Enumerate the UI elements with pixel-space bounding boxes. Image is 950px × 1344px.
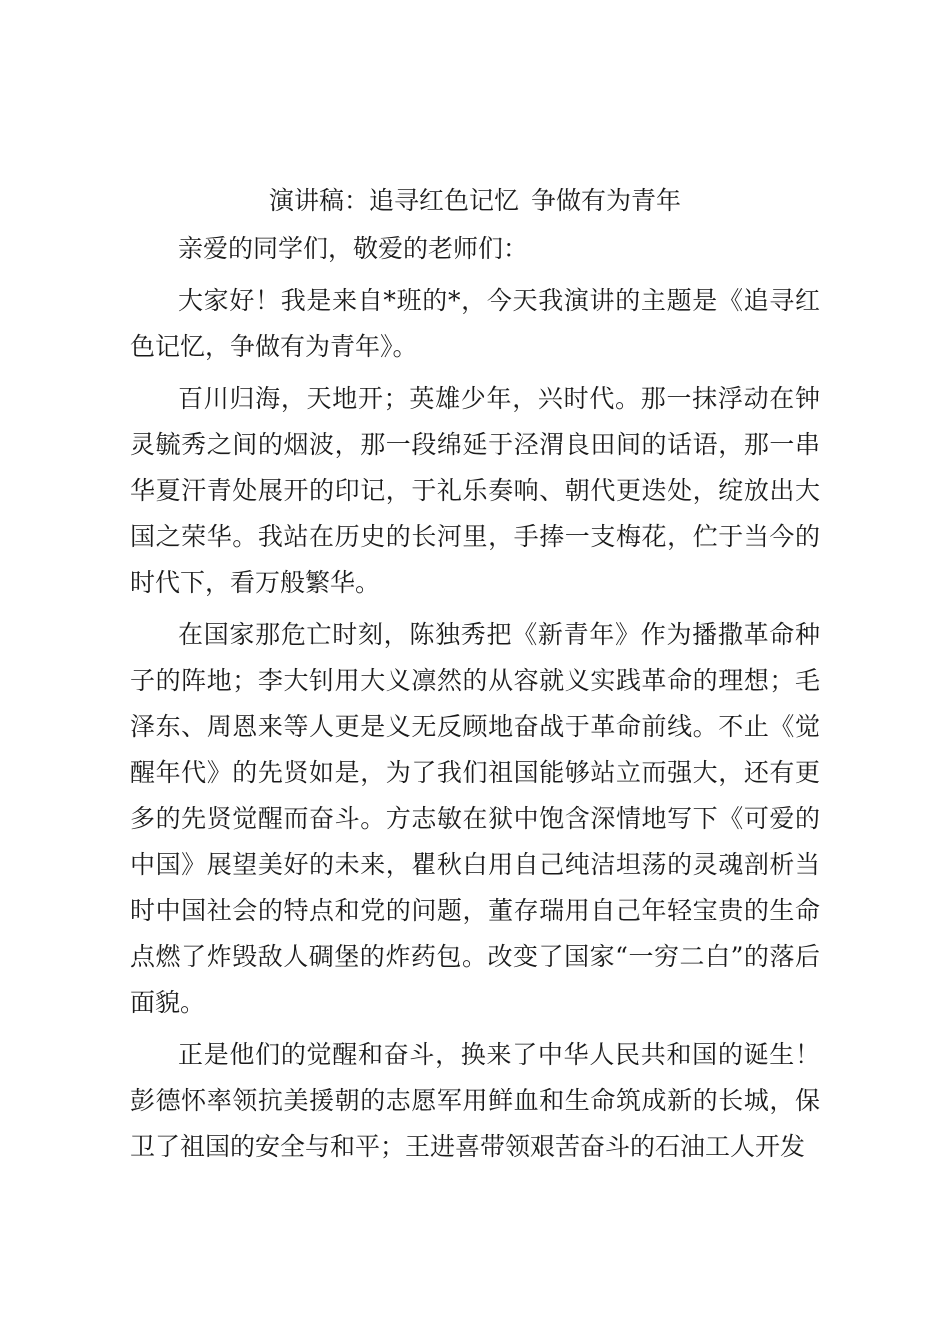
document-body [130, 178, 820, 1176]
salutation: 亲爱的同学们，敬爱的老师们： [178, 234, 529, 263]
paragraph-founding: 正是他们的觉醒和奋斗，换来了中华人民共和国的诞生！彭德怀率领抗美援朝的志愿军用鲜血和生命筑成新的长城，保卫了祖国的安全与和平；王进喜带领艰苦奋斗的石油工人开发 [130, 1040, 820, 1161]
paragraph-history: 百川归海，天地开；英雄少年，兴时代。那一抹浮动在钟灵毓秀之间的烟波，那一段绵延于泾渭良田间的话语，那一串华夏汗青处展开的印记，于礼乐奏响、朝代更迭处，绽放出大国之荣华。我站在历史的长河里，手捧一支梅花，伫于当今的时代下，看万般繁华。 [130, 384, 820, 597]
paragraph-greeting: 大家好！我是来自*班的*，今天我演讲的主题是《追寻红色记忆，争做有为青年》。 [130, 286, 820, 361]
document-title: 演讲稿：追寻红色记忆 争做有为青年 [269, 186, 681, 215]
paragraph-pioneers: 在国家那危亡时刻，陈独秀把《新青年》作为播撒革命种子的阵地；李大钊用大义凛然的从容就义实践革命的理想；毛泽东、周恩来等人更是义无反顾地奋战于革命前线。不止《觉醒年代》的先贤如是，为了我们祖国能够站立而强大，还有更多的先贤觉醒而奋斗。方志敏在狱中饱含深情地写下《可爱的中国》展望美好的未来，瞿秋白用自己纯洁坦荡的灵魂剖析当时中国社会的特点和党的问题，董存瑞用自己年轻宝贵的生命点燃了炸毁敌人碉堡的炸药包。改变了国家“一穷二白”的落后面貌。 [130, 620, 820, 1017]
